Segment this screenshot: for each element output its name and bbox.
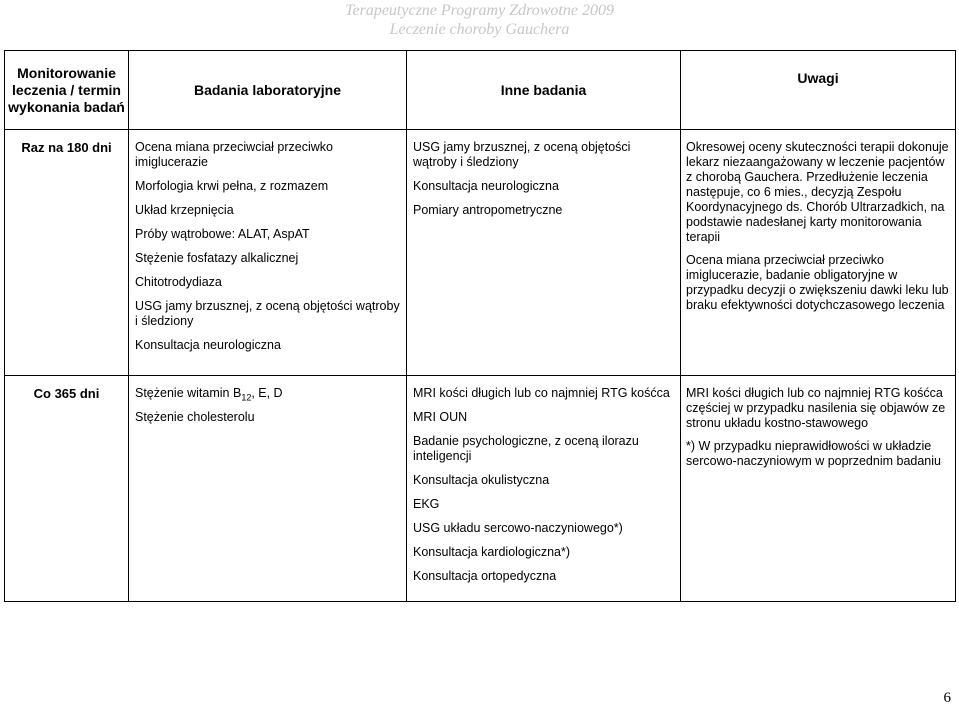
column-header-notes: Uwagi xyxy=(681,51,956,130)
list-item: USG układu sercowo-naczyniowego*) xyxy=(413,521,623,535)
lab-tests-cell xyxy=(129,130,407,376)
list-item: Konsultacja ortopedyczna xyxy=(413,569,557,583)
note-paragraph: *) W przypadku nieprawidłowości w układzie sercowo-naczyniowym w poprzednim badaniu xyxy=(686,439,941,468)
column-header-term: Monitorowanie leczenia / termin wykonania badań xyxy=(5,51,129,130)
vitamin-suffix: , E, D xyxy=(251,386,283,400)
list-item: Ocena miana przeciwciał przeciwko imiglucerazie xyxy=(135,140,333,169)
column-header-lab: Badania laboratoryjne xyxy=(129,51,407,130)
list-item: EKG xyxy=(413,497,440,511)
list-item: MRI OUN xyxy=(413,410,468,424)
note-paragraph: Okresowej oceny skuteczności terapii dokonuje lekarz niezaangażowany w leczenie pacjentów z chorobą Gauchera. Przedłużenie leczenia następuje, co 6 mies., decyzją Zespołu Koordynacyjnego ds. Chorób Ultrarzadkich, na podstawie nadesłanej karty monitorowania terapii xyxy=(686,140,949,244)
header-subtitle: Leczenie choroby Gauchera xyxy=(389,21,570,38)
list-item xyxy=(135,386,402,401)
vitamin-subscript: 12 xyxy=(241,392,252,403)
page-number: 6 xyxy=(943,690,951,706)
monitoring-table xyxy=(4,50,956,602)
note-paragraph: MRI kości długich lub co najmniej RTG kośćca częściej w przypadku nasilenia się objawów ze stronu układu kostno-stawowego xyxy=(686,386,946,430)
list-item: Chitotrodydiaza xyxy=(135,275,222,289)
lab-tests-cell xyxy=(129,376,407,602)
notes-cell xyxy=(681,376,956,602)
list-item: Konsultacja okulistyczna xyxy=(413,473,550,487)
vitamin-label: Stężenie witamin B xyxy=(135,386,242,400)
note-paragraph: Ocena miana przeciwciał przeciwko imiglucerazie, badanie obligatoryjne w przypadku decyzji o zwiększeniu dawki leku lub braku efektywności dotychczasowego leczenia xyxy=(686,253,949,312)
row-term: Raz na 180 dni xyxy=(5,130,129,376)
row-term: Co 365 dni xyxy=(5,376,129,602)
list-item: Próby wątrobowe: ALAT, AspAT xyxy=(135,227,310,241)
other-tests-cell xyxy=(407,376,681,602)
list-item: Układ krzepnięcia xyxy=(135,203,234,217)
list-item: Stężenie fosfatazy alkalicznej xyxy=(135,251,299,265)
list-item: Konsultacja neurologiczna xyxy=(135,338,281,352)
list-item: MRI kości długich lub co najmniej RTG kośćca xyxy=(413,386,670,400)
list-item: Konsultacja neurologiczna xyxy=(413,179,559,193)
list-item: Stężenie cholesterolu xyxy=(135,410,255,424)
table-row xyxy=(5,130,956,376)
document-header xyxy=(0,0,959,39)
list-item: Badanie psychologiczne, z oceną ilorazu inteligencji xyxy=(413,434,639,463)
list-item: USG jamy brzusznej, z oceną objętości wątroby i śledziony xyxy=(135,299,400,328)
list-item: Konsultacja kardiologiczna*) xyxy=(413,545,571,559)
table-row xyxy=(5,376,956,602)
list-item: Pomiary antropometryczne xyxy=(413,203,563,217)
table-header-row xyxy=(5,51,956,130)
notes-cell xyxy=(681,130,956,376)
list-item: Morfologia krwi pełna, z rozmazem xyxy=(135,179,329,193)
other-tests-cell xyxy=(407,130,681,376)
column-header-other: Inne badania xyxy=(407,51,681,130)
list-item: USG jamy brzusznej, z oceną objętości wątroby i śledziony xyxy=(413,140,631,169)
header-title: Terapeutyczne Programy Zdrowotne 2009 xyxy=(345,2,614,19)
